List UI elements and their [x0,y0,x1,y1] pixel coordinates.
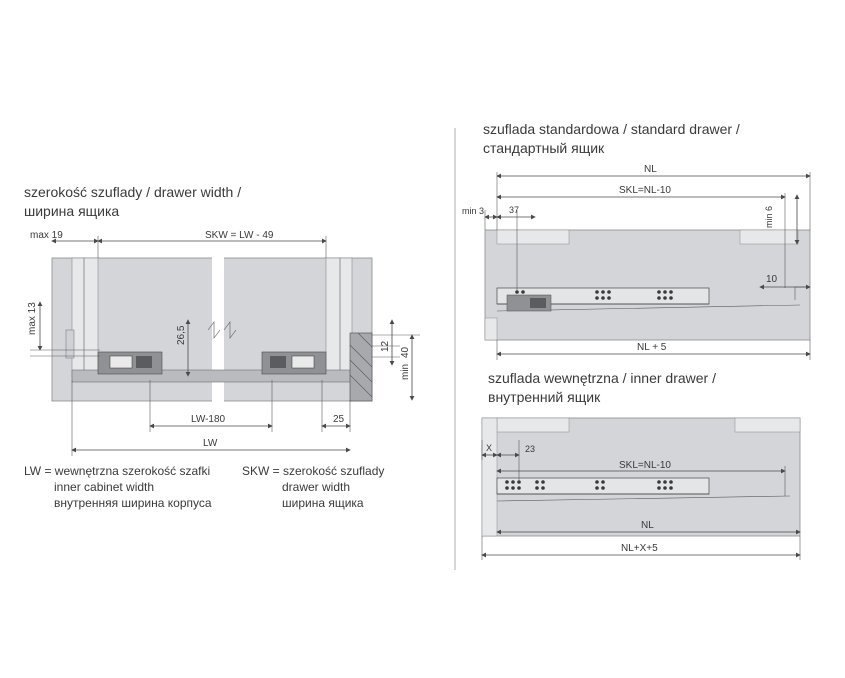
dim-skl-top: SKL=NL-10 [619,185,671,196]
dim-max13: max 13 [27,302,38,335]
dim-37: 37 [509,205,520,215]
legend-lw-line1: LW = wewnętrzna szerokość szafki [24,464,211,478]
dim-min: min [400,363,411,380]
dim-nl5: NL + 5 [637,342,667,353]
standard-drawer [485,230,810,340]
dim-10: 10 [766,274,778,285]
dim-40: 40 [400,346,411,358]
dim-lw180: LW-180 [191,414,226,425]
dim-25: 25 [333,414,345,425]
dim-nlx5: NL+X+5 [621,543,658,554]
legend-lw-line3: внутренняя ширина корпуса [54,496,212,510]
legend-skw-line2: drawer width [282,480,351,494]
legend-lw-line2: inner cabinet width [54,480,155,494]
left-title-line2: ширина ящика [24,203,120,219]
left-title-line1: szerokość szuflady / drawer width / [24,184,242,200]
inner-drawer [482,418,800,536]
dim-x: X [486,443,493,453]
dim-265: 26,5 [176,325,187,345]
dim-23: 23 [525,444,536,454]
dim-skw: SKW = LW - 49 [205,230,274,241]
legend-skw-line1: SKW = szerokość szuflady [242,464,385,478]
left-cross-section [52,250,372,405]
dim-min3: min 3 [462,206,485,216]
dim-max19: max 19 [30,230,63,241]
right-top-title-line1: szuflada standardowa / standard drawer / [483,121,740,137]
dim-nl-top: NL [644,164,657,175]
dim-nl-bottom: NL [641,520,654,531]
legend-skw-line3: ширина ящика [282,496,364,510]
right-bottom-title-line1: szuflada wewnętrzna / inner drawer / [488,370,716,386]
dim-skl-bottom: SKL=NL-10 [619,460,671,471]
dim-min6: min 6 [764,205,774,228]
dim-12: 12 [380,340,391,352]
right-top-title-line2: стандартный ящик [483,140,605,156]
dim-lw: LW [203,438,218,449]
right-bottom-title-line2: внутренний ящик [488,389,601,405]
